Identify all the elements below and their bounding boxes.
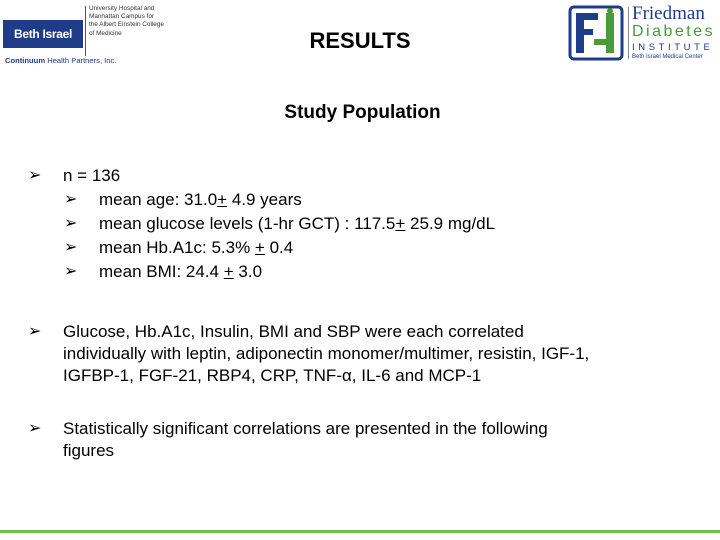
arrow-bullet-icon: ➢: [28, 323, 42, 340]
continuum-partners-text: Continuum Health Partners, Inc.: [5, 56, 117, 65]
beth-israel-wordmark: Beth Israel: [3, 20, 83, 48]
arrow-bullet-icon: ➢: [64, 191, 78, 208]
friedman-diabetes-logo: [568, 3, 718, 67]
medical-center-text: Beth Israel Medical Center: [632, 54, 703, 60]
slide-title: RESULTS: [309, 28, 411, 53]
diabetes-wordmark: Diabetes: [632, 23, 716, 40]
arrow-bullet-icon: ➢: [64, 263, 78, 280]
arrow-bullet-icon: ➢: [28, 167, 42, 184]
friedman-wordmark: Friedman: [632, 3, 705, 24]
institute-wordmark: INSTITUTE: [632, 42, 714, 53]
beth-israel-affiliation: University Hospital and Manhattan Campus for the Albert Einstein College of Medicine: [89, 5, 164, 37]
bottom-accent-rule: [0, 530, 720, 533]
arrow-bullet-icon: ➢: [64, 215, 78, 232]
friedman-emblem-icon: [568, 5, 624, 61]
logo-divider: [628, 7, 629, 59]
section-subtitle: Study Population: [284, 102, 441, 123]
arrow-bullet-icon: ➢: [64, 239, 78, 256]
arrow-bullet-icon: ➢: [28, 420, 42, 437]
